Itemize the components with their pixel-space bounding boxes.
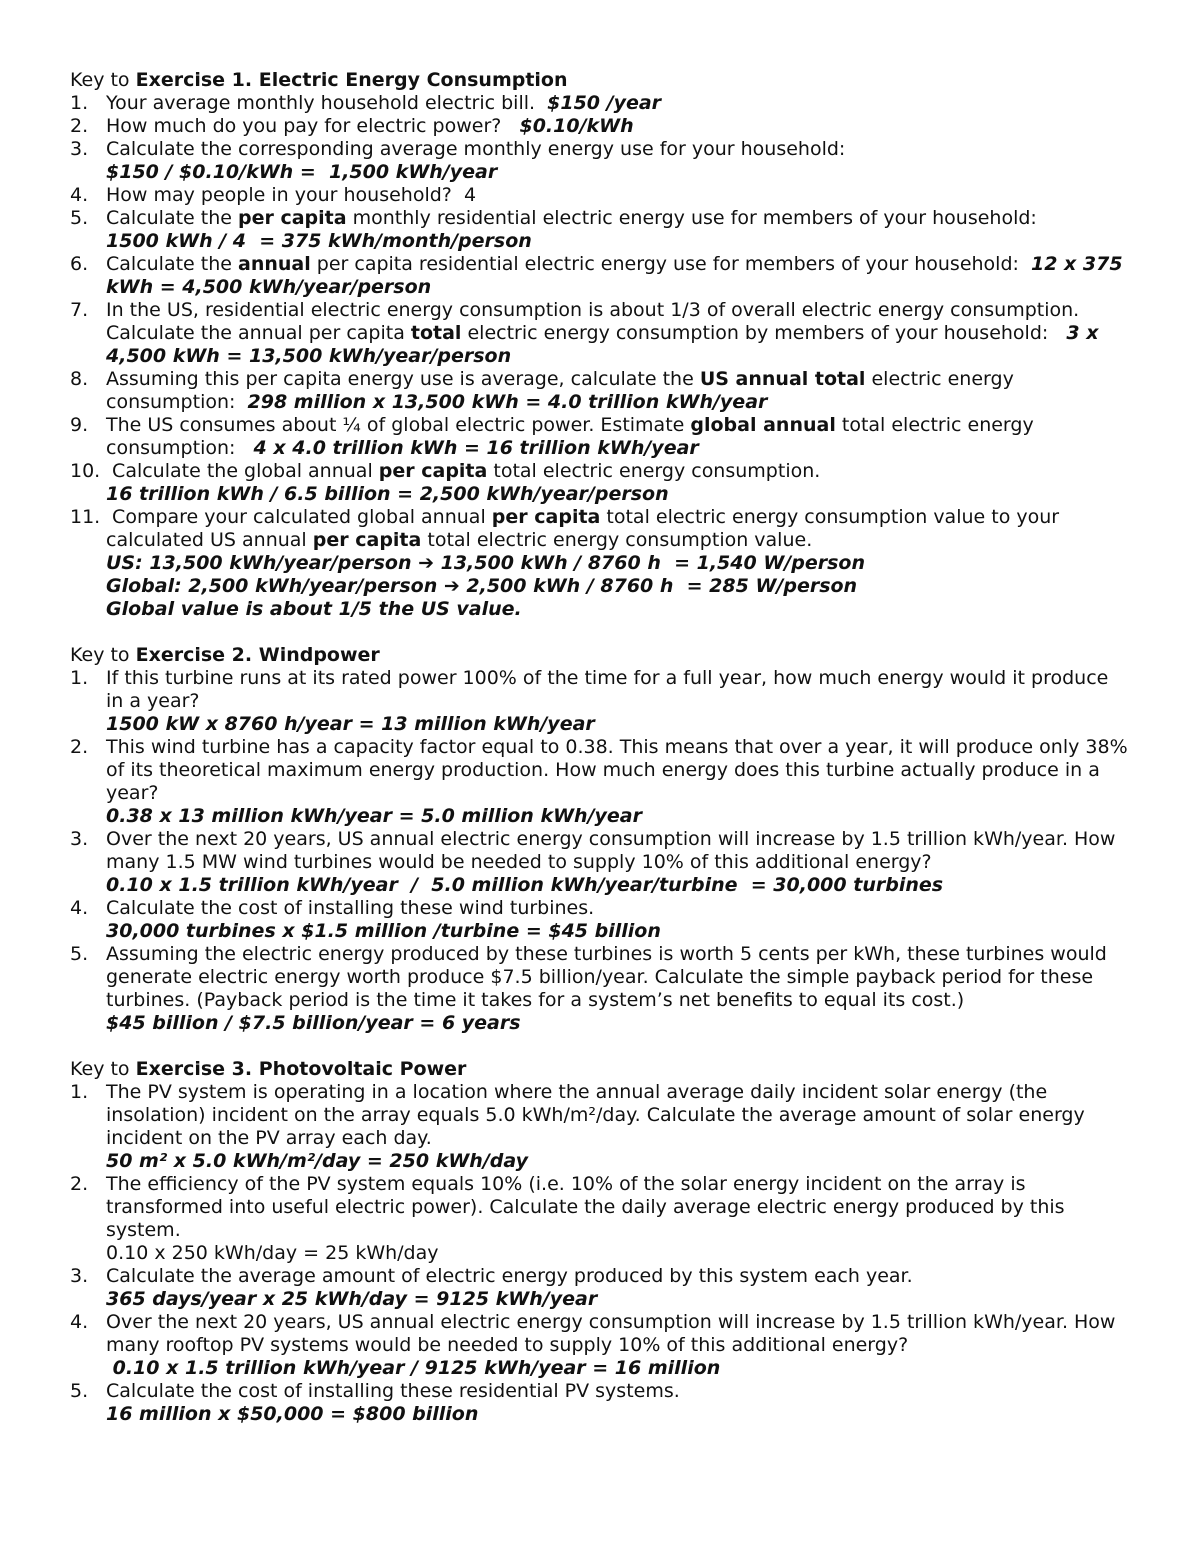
question-item — [70, 207, 1130, 253]
question-item — [70, 943, 1130, 1035]
question-text — [106, 299, 1105, 367]
question-text — [106, 207, 1037, 229]
question-item — [70, 828, 1130, 897]
inline-answer: $0.10/kWh — [519, 115, 634, 137]
question-number: 5. — [70, 207, 89, 229]
question-number: 5. — [70, 1380, 89, 1402]
question-item — [70, 667, 1130, 736]
question-text — [106, 736, 1134, 804]
question-text-part: The efficiency of the PV system equals 10% (i.e. 10% of the solar energy incident on the array is transformed into useful electric power). Calculate the daily average electric energy produced by this system. — [106, 1173, 1071, 1241]
inline-answer: 4 x 4.0 trillion kWh = 16 trillion kWh/year — [253, 437, 699, 459]
question-text-part: Compare your calculated global annual — [106, 506, 492, 528]
inline-answer: 298 million x 13,500 kWh = 4.0 trillion kWh/year — [247, 391, 768, 413]
heading-prefix: Key to — [70, 644, 136, 666]
answer-line: 0.10 x 250 kWh/day = 25 kWh/day — [106, 1242, 439, 1264]
heading-prefix: Key to — [70, 69, 136, 91]
exercise-section — [70, 644, 1134, 1035]
question-item — [70, 460, 1130, 506]
question-number: 2. — [70, 1173, 89, 1195]
question-text-part: If this turbine runs at its rated power 100% of the time for a full year, how much energy would it produce in a year? — [106, 667, 1115, 712]
question-number: 11. — [70, 506, 101, 528]
question-number: 2. — [70, 115, 89, 137]
question-text-part: electric energy consumption by members of your household: — [461, 322, 1067, 344]
question-text-part: How may people in your household? 4 — [106, 184, 477, 206]
question-number: 3. — [70, 138, 89, 160]
answer-line: Global value is about 1/5 the US value. — [106, 598, 522, 620]
question-text — [106, 897, 594, 919]
question-item — [70, 253, 1130, 299]
answer-line: $45 billion / $7.5 billion/year = 6 years — [106, 1012, 521, 1034]
question-text-part: total electric energy consumption value. — [421, 529, 813, 551]
question-text-part: Calculate the cost of installing these residential PV systems. — [106, 1380, 680, 1402]
question-item — [70, 897, 1130, 943]
question-number: 3. — [70, 828, 89, 850]
question-list — [70, 92, 1130, 621]
question-number: 7. — [70, 299, 89, 321]
heading-title: Exercise 2. Windpower — [135, 644, 380, 666]
section-heading — [70, 69, 1130, 92]
question-number: 4. — [70, 184, 89, 206]
question-text-part: Calculate the corresponding average monthly energy use for your household: — [106, 138, 846, 160]
question-text — [106, 1380, 680, 1402]
question-item — [70, 1265, 1130, 1311]
answer-line: 0.10 x 1.5 trillion kWh/year / 9125 kWh/year = 16 million — [106, 1357, 721, 1379]
question-item — [70, 736, 1134, 828]
question-text — [106, 414, 1040, 459]
heading-prefix: Key to — [70, 1058, 136, 1080]
answer-line: 0.10 x 1.5 trillion kWh/year / 5.0 million kWh/year/turbine = 30,000 turbines — [106, 874, 944, 896]
question-text-part: This wind turbine has a capacity factor equal to 0.38. This means that over a year, it will produce only 38% of its theoretical maximum energy production. How much energy does this turbine actually produce in a year? — [106, 736, 1134, 804]
question-text — [106, 667, 1114, 712]
heading-title: Exercise 1. Electric Energy Consumption — [135, 69, 568, 91]
question-text-part: Calculate the cost of installing these wind turbines. — [106, 897, 595, 919]
emphasis-term: per capita — [238, 207, 347, 229]
question-number: 3. — [70, 1265, 89, 1287]
question-number: 1. — [70, 667, 89, 689]
question-item — [70, 1380, 1130, 1426]
question-text — [106, 1081, 1091, 1149]
question-number: 1. — [70, 92, 89, 114]
answer-line: 30,000 turbines x $1.5 million /turbine = $45 billion — [106, 920, 661, 942]
question-number: 4. — [70, 897, 89, 919]
question-text — [106, 506, 1065, 551]
question-list — [70, 667, 1134, 1035]
answer-line: Global: 2,500 kWh/year/person ➔ 2,500 kWh / 8760 h = 285 W/person — [106, 575, 858, 597]
question-text-part: total electric energy consumption. — [487, 460, 821, 482]
inline-answer: $150 /year — [547, 92, 662, 114]
question-text-part: Over the next 20 years, US annual electric energy consumption will increase by 1.5 trillion kWh/year. How many rooftop PV systems would be needed to supply 10% of this additional energy? — [106, 1311, 1122, 1356]
question-item — [70, 1311, 1130, 1380]
answer-line: 1500 kWh / 4 = 375 kWh/month/person — [106, 230, 532, 252]
answer-line: 16 trillion kWh / 6.5 billion = 2,500 kWh/year/person — [106, 483, 669, 505]
question-text — [106, 115, 634, 137]
question-text-part: Assuming this per capita energy use is average, calculate the — [106, 368, 700, 390]
question-text — [106, 1265, 913, 1287]
question-item — [70, 138, 1130, 184]
answer-line: 1500 kW x 8760 h/year = 13 million kWh/year — [106, 713, 595, 735]
question-number: 4. — [70, 1311, 89, 1333]
question-text — [106, 368, 1020, 413]
answer-line: $150 / $0.10/kWh = 1,500 kWh/year — [106, 161, 498, 183]
question-text-part: How much do you pay for electric power? — [106, 115, 520, 137]
question-item — [70, 368, 1130, 414]
question-item — [70, 1081, 1130, 1173]
question-text — [106, 1173, 1071, 1241]
emphasis-term: total — [410, 322, 462, 344]
answer-line: 0.38 x 13 million kWh/year = 5.0 million kWh/year — [106, 805, 642, 827]
question-text-part: per capita residential electric energy use for members of your household: — [310, 253, 1031, 275]
question-text-part: Over the next 20 years, US annual electric energy consumption will increase by 1.5 trillion kWh/year. How many 1.5 MW wind turbines would be needed to supply 10% of this additional energy? — [106, 828, 1122, 873]
question-number: 8. — [70, 368, 89, 390]
emphasis-term: global annual — [690, 414, 836, 436]
heading-title: Exercise 3. Photovoltaic Power — [135, 1058, 467, 1080]
question-item — [70, 1173, 1130, 1265]
question-item — [70, 115, 1130, 138]
question-number: 1. — [70, 1081, 89, 1103]
question-text-part: Calculate the — [106, 207, 238, 229]
inline-answer: 3 x 4,500 kWh = 13,500 kWh/year/person — [106, 322, 1106, 367]
question-number: 9. — [70, 414, 89, 436]
question-text-part: In the US, residential electric energy consumption is about 1/3 of overall electric energy consumption. Calculate the annual per capita — [106, 299, 1086, 344]
question-text-part: monthly residential electric energy use for members of your household: — [346, 207, 1037, 229]
inline-answer: 12 x 375 kWh = 4,500 kWh/year/person — [106, 253, 1130, 298]
question-text — [106, 253, 1129, 298]
question-text — [106, 460, 820, 482]
question-item — [70, 299, 1130, 368]
question-text — [106, 92, 661, 114]
question-text — [106, 943, 1113, 1011]
question-item — [70, 506, 1130, 621]
exercise-section — [70, 1058, 1130, 1426]
question-text — [106, 184, 476, 206]
question-text-part: total electric energy consumption: — [106, 414, 1040, 459]
emphasis-term: per capita — [491, 506, 601, 528]
question-text-part: The PV system is operating in a location where the annual average daily incident solar energy (the insolation) incident on the array equals 5.0 kWh/m²/day. Calculate the average amount of solar energy incident on the PV array each day. — [106, 1081, 1091, 1149]
question-text-part: Calculate the — [106, 253, 238, 275]
answer-line: 365 days/year x 25 kWh/day = 9125 kWh/year — [106, 1288, 598, 1310]
section-heading — [70, 1058, 1130, 1081]
question-text — [106, 1311, 1122, 1356]
question-number: 2. — [70, 736, 89, 758]
question-text — [106, 138, 845, 160]
answer-line: US: 13,500 kWh/year/person ➔ 13,500 kWh / 8760 h = 1,540 W/person — [106, 552, 865, 574]
emphasis-term: per capita — [378, 460, 488, 482]
question-text-part: Assuming the electric energy produced by these turbines is worth 5 cents per kWh, these turbines would generate electric energy worth produce $7.5 billion/year. Calculate the simple payback period for these turbines. (Payback period is the time it takes for a system’s net benefits to equal its cost.) — [106, 943, 1113, 1011]
question-text-part: Calculate the global annual — [106, 460, 379, 482]
question-item — [70, 414, 1130, 460]
question-text-part: Your average monthly household electric bill. — [106, 92, 548, 114]
question-text-part: Calculate the average amount of electric energy produced by this system each year. — [106, 1265, 913, 1287]
emphasis-term: per capita — [312, 529, 422, 551]
exercise-section — [70, 69, 1130, 621]
question-number: 5. — [70, 943, 89, 965]
answer-line: 50 m² x 5.0 kWh/m²/day = 250 kWh/day — [106, 1150, 528, 1172]
section-heading — [70, 644, 1130, 667]
question-number: 10. — [70, 460, 101, 482]
question-number: 6. — [70, 253, 89, 275]
question-text-part: electric energy consumption: — [106, 368, 1020, 413]
answer-line: 16 million x $50,000 = $800 billion — [106, 1403, 479, 1425]
question-text-part: total electric energy consumption value to your calculated US annual — [106, 506, 1066, 551]
question-item — [70, 92, 1130, 115]
question-text — [106, 828, 1122, 873]
emphasis-term: US annual total — [699, 368, 866, 390]
question-list — [70, 1081, 1130, 1426]
question-item — [70, 184, 1130, 207]
document-body — [70, 69, 1134, 1426]
question-text-part: The US consumes about ¼ of global electric power. Estimate — [106, 414, 691, 436]
emphasis-term: annual — [238, 253, 311, 275]
